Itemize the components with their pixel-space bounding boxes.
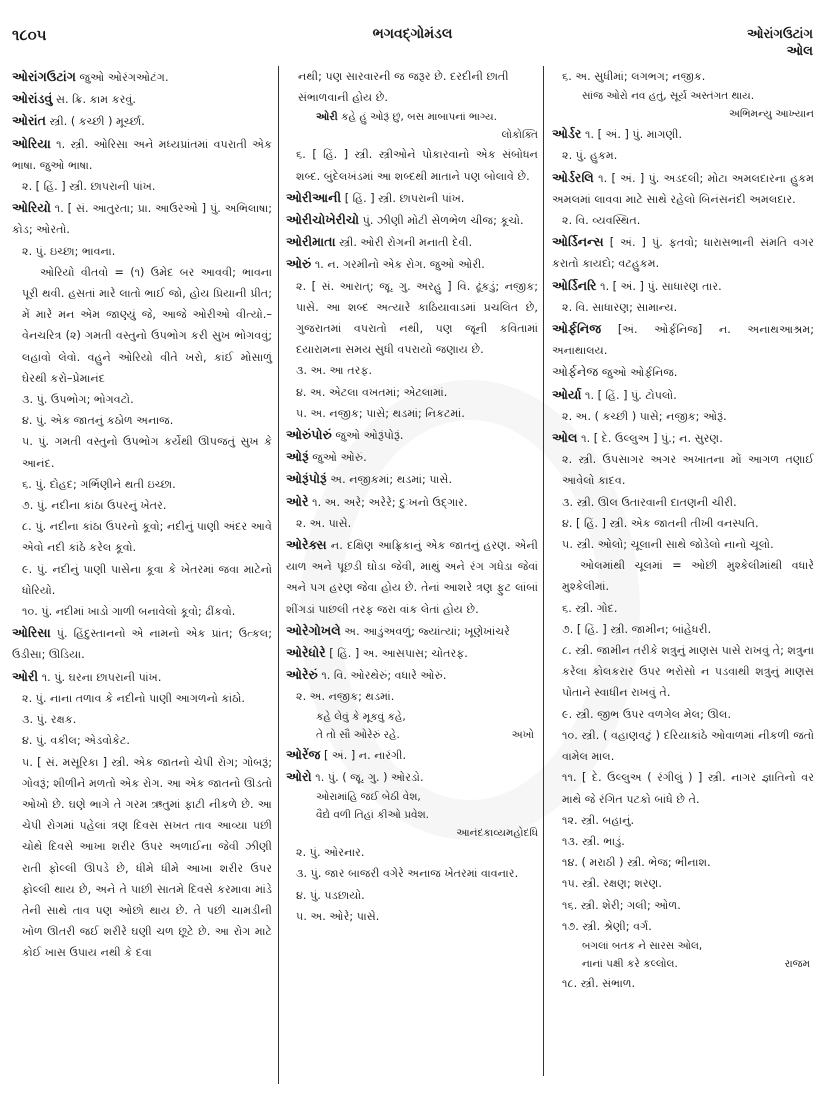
definition-text: જુઓ ઓર્ફનિજ. bbox=[598, 366, 678, 380]
dictionary-entry bbox=[286, 187, 538, 209]
dictionary-entry bbox=[286, 424, 538, 446]
sense-item: ૧૬. સ્ત્રી. શેરી; ગલી; ઓળ. bbox=[562, 898, 681, 912]
sense-item: ૨. વિ. સાધારણ; સામાન્ય. bbox=[562, 300, 678, 314]
dictionary-entry bbox=[12, 133, 272, 176]
example-verse bbox=[286, 708, 538, 744]
headword: ઓરુંપોરું bbox=[286, 427, 332, 443]
sense-item: ૫. સ્ત્રી. ઓલો; ચૂલાની સાથે જોડેલો નાનો ચૂલો. bbox=[562, 538, 774, 552]
sense-item: ૨. પું. હુકમ. bbox=[562, 149, 618, 163]
sense-item: ૪. પું. એક જાતનું કઠોળ અનાજ. bbox=[22, 414, 174, 428]
definition-text: સ. ક્રિ. કામ કરવું. bbox=[52, 93, 136, 107]
dictionary-entry bbox=[286, 468, 538, 490]
verse-line: નાનાં પક્ષી કરે કલ્લોલ. bbox=[582, 957, 678, 970]
headword: ઓરૂં bbox=[286, 449, 309, 465]
definition-text: [ અં. ] પું. ફતવો; ધારાસભાની સંમતિ વગર કરાતો કાયદો; વટહુકમ. bbox=[552, 236, 814, 271]
headword: ઓરાંગઉટાંગ bbox=[12, 69, 76, 84]
sense-item: ૨. [ સં. આરાત્; જૂ. ગુ. અરહુ ] વિ. ઢૂંકડું; નજીક; પાસે. આ શબ્દ અત્યારે કાઠિયાવાડમાં પ્રચલિત છે, ગુજરાતમાં વપરાતો નથી, પણ જૂની કવિતામાં દયારામના સમય સુધી વપરાયો જણાય છે. bbox=[296, 279, 538, 357]
sense-item: ૨. અ. પાસે. bbox=[296, 516, 352, 530]
sense-item: ૨. પું. ઇચ્છા; ભાવના. bbox=[22, 244, 116, 258]
quote-text: કહે હું ઓરૂં છું, બસ માબાપનાં ભાગ્ય. bbox=[337, 111, 497, 124]
dictionary-entry bbox=[286, 744, 538, 766]
guide-word-last: ઓલ bbox=[786, 44, 813, 59]
guide-word-first: ઓરાંગઉટાંગ bbox=[746, 27, 813, 42]
headword: ઓરિસા bbox=[12, 625, 51, 641]
headword: ઓર્ફનેજ bbox=[552, 364, 599, 380]
sense-item: ૫. અ. ઓરે; પાસે. bbox=[296, 909, 380, 923]
headword: ઓરેક્સ bbox=[286, 537, 327, 553]
dictionary-entry bbox=[286, 766, 538, 788]
headword: ઓરેગોખલે bbox=[286, 622, 341, 638]
sense-item: ૨. [ હિં. ] સ્ત્રી. છાપરાની પાંખ. bbox=[22, 180, 156, 194]
dictionary-entry bbox=[12, 666, 272, 688]
dictionary-entry bbox=[286, 209, 538, 231]
dictionary-entry bbox=[552, 384, 814, 406]
dictionary-entry bbox=[552, 231, 814, 274]
sense-item: ૨. સ્ત્રી. ઉપસાગર અગર અખાતના મોં આગળ તણાઈ આવેલો કાદવ. bbox=[562, 453, 814, 488]
definition-text: સ્ત્રી. ( કચ્છી ) મૂર્ચ્છા. bbox=[45, 115, 145, 129]
sense-item: ૬. અ. સુધીમાં; લગભગ; નજીક. bbox=[562, 70, 706, 83]
headword: ઓરે bbox=[286, 493, 309, 509]
definition-text: ૧. પું. ( જૂ. ગુ. ) ઓરડો. bbox=[311, 770, 424, 784]
definition-text: જુઓ ઓરૂંપોરૂં. bbox=[331, 429, 404, 443]
example-verse bbox=[552, 937, 814, 973]
dictionary-entry bbox=[286, 642, 538, 664]
sense-item: ૫. અ. નજીક; પાસે; થડમાં; નિકટમાં. bbox=[296, 406, 465, 420]
definition-text: ૧. [ હિં. ] પું. ટોપલો. bbox=[581, 388, 677, 402]
dictionary-entry bbox=[12, 622, 272, 665]
definition-text: સ્ત્રી. ઓરી રોગની મનાતી દેવી. bbox=[335, 236, 473, 250]
sense-item: ૧૦. પું. નદીમાં ખાડો ગાળી બનાવેલો કૂવો; ઢીંકવો. bbox=[22, 605, 236, 619]
example-verse: સાંજ ઓરો નવ હતું, સૂર્ય અસ્તંગત થાય. bbox=[582, 90, 755, 103]
headword: ઓરેરું bbox=[286, 667, 318, 683]
sense-item: ૧૮. સ્ત્રી. સંભાળ. bbox=[562, 976, 636, 990]
sense-item: ૩. પું. જાર બાજરી વગેરે અનાજ ખેતરમાં વાવનાર. bbox=[296, 867, 519, 881]
page-number: ૧૮૦૫ bbox=[12, 26, 47, 44]
dictionary-entry bbox=[552, 427, 814, 449]
sense-item: ૬. સ્ત્રી. ગોદ. bbox=[562, 601, 618, 615]
sense-item: ૧૦. સ્ત્રી. ( વહાણવટું ) દરિયાકાંઠે ઓવાળમાં નીકળી જતો વામેલ માલ. bbox=[562, 728, 814, 764]
sense-item: ૩. અ. આ તરફ. bbox=[296, 364, 373, 378]
sense-item: ૪. પું. પડછાયો. bbox=[296, 888, 365, 902]
sense-item: ૮. સ્ત્રી. જામીન તરીકે શત્રુનું માણસ પાસે રાખવું તે; શત્રુના કરેલા કોલકરાર ઉપર ભરોસો ન પડવાથી શત્રુનું માણસ પોતાને સ્વાધીન રાખવું તે. bbox=[562, 644, 814, 700]
sense-item: ૪. પું. વકીલ; એડવોકેટ. bbox=[22, 734, 130, 748]
sense-item: ૧૭. સ્ત્રી. શ્રેણી; વર્ગ. bbox=[562, 919, 652, 933]
dictionary-entry bbox=[552, 275, 814, 297]
sense-item: ૪. [ હિં. ] સ્ત્રી. એક જાતની તીખી વનસ્પતિ. bbox=[562, 516, 759, 530]
sense-item: ૨. અ. નજીક; થડમાં. bbox=[296, 690, 395, 704]
sense-item: ૭. પું. નદીના કાંઠા ઉપરનું ખેતર. bbox=[22, 499, 167, 513]
sense-item: ૨. પું. ઓરનાર. bbox=[296, 846, 365, 860]
headword: ઓરાંડવું bbox=[12, 91, 53, 107]
definition-text: ૧. [ અં. ] પું. સાધારણ તાર. bbox=[596, 279, 722, 293]
definition-text: [ હિં. ] સ્ત્રી. છાપરાની પાંખ. bbox=[341, 191, 465, 205]
dictionary-entry bbox=[286, 253, 538, 275]
sense-item: ૧૩. સ્ત્રી. ભાડું. bbox=[562, 834, 625, 848]
headword: ઓર્ફનિજ bbox=[552, 321, 602, 337]
idiom-paragraph: ઓલમાંથી ચૂલમાં = ઓછી મુશ્કેલીમાંથી વધારે મુશ્કેલીમાં. bbox=[562, 559, 814, 594]
definition-text: ૧. સ્ત્રી. ઓરિસા અને મધ્યપ્રાંતમાં વપરાતી એક ભાષા. જુઓ ભાષા. bbox=[12, 137, 272, 172]
headword: ઓર્યા bbox=[552, 386, 582, 402]
dictionary-entry bbox=[552, 318, 814, 361]
verse-line: બગલાં બતક ને સારસ ઓલ, bbox=[582, 939, 703, 952]
sense-item: ૬. પું. દોહદ; ગર્ભિણીને થતી ઇચ્છા. bbox=[22, 477, 176, 491]
definition-text: ૧. અ. અરે; અરેરે; દુઃખનો ઉદ્ગાર. bbox=[308, 495, 468, 509]
definition-text: અ. નજીકમાં; થડમાં; પાસે. bbox=[326, 473, 452, 487]
definition-text: જુઓ ઓરંગઓટંગ. bbox=[75, 71, 169, 84]
sense-item: ૧૫. સ્ત્રી. રક્ષણ; શરણ. bbox=[562, 877, 662, 891]
sense-item: ૬. [ હિં. ] સ્ત્રી. સ્ત્રીઓને પોકારવાનો એક સંબોધન શબ્દ. બુંદેલખંડમાં આ શબ્દથી માતાને પણ બોલાવે છે. bbox=[296, 148, 538, 183]
definition-text: [ અં. ] ન. નારંગી. bbox=[320, 748, 406, 762]
headword: ઓરીઆની bbox=[286, 189, 342, 205]
headword: ઓર્ડિનરિ bbox=[552, 277, 597, 293]
citation-source: લોકોક્તિ bbox=[501, 129, 538, 142]
definition-text: પું. હિંદુસ્તાનનો એ નામનો એક પ્રાંત; ઉત્કલ; ઉડીસા; ઊડિયા. bbox=[12, 627, 272, 662]
definition-text: પું. ઝીણી મોટી સેળભેળ ચીજ; કૂચો. bbox=[359, 214, 524, 228]
guide-words bbox=[747, 26, 813, 60]
definition-text: ૧. વિ. ઓરથેરું; વધારે ઓરું. bbox=[317, 669, 447, 683]
sense-item: ૧૨. સ્ત્રી. બહાનું. bbox=[562, 813, 635, 827]
dictionary-entry bbox=[286, 446, 538, 468]
headword: ઓરીચોખેરીચો bbox=[286, 212, 360, 228]
headword: ઓરેધોરે bbox=[286, 645, 326, 661]
verse-line: તે તો સૌ ઓરેરું રહે. bbox=[316, 728, 400, 741]
dictionary-entry bbox=[286, 620, 538, 642]
sense-item: ૪. અ. એટલા વખતમાં; એટલામાં. bbox=[296, 385, 448, 399]
definition-text: ૧. [ અં. ] પું. માગણી. bbox=[581, 128, 683, 142]
headword: ઓરાંત bbox=[12, 113, 46, 129]
headword: ઓર્ડર bbox=[552, 126, 582, 142]
headword: ઓરેંજ bbox=[286, 746, 321, 762]
sense-item: ૨. પું. નાના તળાવ કે નદીનો પાણી આગળનો કાંઠો. bbox=[22, 691, 245, 705]
dictionary-entry bbox=[552, 361, 814, 383]
sense-item: ૧૧. [ દે. ઉલ્લુઅ ( રંગીલું ) ] સ્ત્રી. નાગર જ્ઞાતિનો વર માથે જે રંગિત પટકો બાંધે છે તે. bbox=[562, 771, 814, 806]
verse-line: ઓરામાંહિ જઈ બેઠી વેશ, bbox=[316, 791, 421, 804]
example-quote bbox=[286, 108, 538, 126]
verse-line: કહે લેવું કે મૂકવું કહે, bbox=[316, 710, 406, 723]
sense-item: ૮. પું. નદીના કાંઠા ઉપરનો કૂવો; નદીનું પાણી અંદર આવે એવો નદી કાંઠે કરેલ કૂવો. bbox=[22, 520, 272, 555]
sense-item: ૯. પું. નદીનું પાણી પાસેના કૂવા કે ખેતરમાં જવા માટેનો ધોરિયો. bbox=[22, 562, 272, 597]
column-divider bbox=[278, 66, 279, 1084]
definition-text: જુઓ ઓરું. bbox=[308, 451, 367, 465]
page-header bbox=[0, 26, 825, 66]
definition-text: ૧. [ દે. ઉલ્લુઅ ] પું.; ન. સુરણ. bbox=[577, 432, 723, 446]
sense-item: ૫. [ સં. મસૂરિકા ] સ્ત્રી. એક જાતનો ચેપી રોગ; ગોબરૂં; ગોવરૂં; શીળીને મળતો એક રોગ. આ એક જાતનો ઊડતો ઓખો છે. ઘણે ભાગે તે ગરમ ઋતુમાં ફાટી નીકળે છે. આ ચેપી રોગમાં પહેલાં ત્રણ દિવસ સખત તાવ આવ્યા પછી ચોથે દિવસે આખા શરીર ઉપર અળાઈના જેવી ઝીણી રાતી ફોલ્લી ઊપડે છે, ધીમે ધીમે આખા શરીર ઉપર ફોલ્લી થાય છે, અને તે પાછી સાતમે દિવસે કરમાવા માંડે તેની સાથે તાવ પણ ઓછો થાય છે. તે પછી ચામડીની ખોળ ઊતરી જઈ શરીરે ઘણી ચળ છૂટે છે. આ રોગ માટે કોઈ ખાસ ઉપાય નથી કે દવા bbox=[22, 755, 272, 960]
dictionary-entry bbox=[286, 231, 538, 253]
dictionary-entry bbox=[286, 534, 538, 620]
citation-source: અભિમન્યુ આખ્યાન bbox=[728, 108, 814, 121]
verse-line: વૈદ્યે વળી તિહાં કીઓ પ્રવેશ. bbox=[316, 809, 430, 822]
dictionary-entry bbox=[12, 66, 272, 88]
dictionary-column-left bbox=[12, 66, 272, 964]
citation-source: અખો bbox=[511, 728, 534, 741]
headword: ઓરિયો bbox=[12, 200, 51, 216]
headword: ઓરી bbox=[12, 668, 39, 684]
sense-item: ૨. અ. ( કચ્છી ) પાસે; નજીક; ઓરૂં. bbox=[562, 409, 727, 423]
dictionary-entry bbox=[286, 664, 538, 686]
dictionary-column-middle bbox=[286, 66, 538, 927]
dictionary-entry bbox=[552, 123, 814, 145]
headword: ઓર્ડરલિ bbox=[552, 169, 594, 185]
headword: ઓર્ડિનન્સ bbox=[552, 234, 604, 250]
citation-source: રાજમ bbox=[784, 957, 810, 970]
dictionary-entry bbox=[12, 88, 272, 110]
definition-text: [ હિં. ] અ. આસપાસ; ચોતરફ. bbox=[325, 647, 468, 661]
headword: ઓરીમાતા bbox=[286, 234, 336, 250]
example-verse bbox=[286, 788, 538, 824]
definition-text: ન. દક્ષિણ આફ્રિકાનું એક જાતનું હરણ. એની યાળ અને પૂછડી ઘોડા જેવી, માથું અને રંગ ગધેડા જેવાં અને પગ હરણ જેવા હોય છે. તેનાં આશરે ત્રણ ફુટ લાંબાં શીંગડાં પાછલી તરફ જરા વાંક લેતાં હોય છે. bbox=[286, 539, 538, 616]
definition-text: અ. આડુંઅવળું; જ્યાંત્યાં; ખૂણેખાંચરે bbox=[340, 624, 510, 638]
dictionary-entry bbox=[552, 167, 814, 210]
definition-text: ૧. પું. ઘરના છાપરાની પાંખ. bbox=[38, 670, 162, 684]
continued-text: નથી; પણ સારવારની જ જરૂર છે. દરદીની છાતી સંભાળવાની હોય છે. bbox=[298, 70, 509, 105]
definition-text: [અં. ઓર્ફનિજ] ન. અનાથઆશ્રમ; અનાથાલય. bbox=[552, 323, 814, 358]
sense-item: ૭. [ હિં. ] સ્ત્રી. જામીન; બાંહેધરી. bbox=[562, 622, 712, 636]
headword: ઓરૂંપોરૂં bbox=[286, 471, 327, 487]
sense-item: ૫. પું. ગમતી વસ્તુનો ઉપભોગ કર્યેથી ઊપજતું સુખ કે આનંદ. bbox=[22, 435, 272, 470]
column-divider bbox=[543, 66, 544, 1076]
sense-item: ૨. વિ. વ્યવસ્થિત. bbox=[562, 214, 641, 228]
citation-source: આનંદકાવ્યમહોદધિ bbox=[456, 827, 538, 840]
headword: ઓરો bbox=[286, 768, 312, 784]
sense-item: ૧૪. ( મરાઠી ) સ્ત્રી. ભેજ; ભીનાશ. bbox=[562, 856, 711, 870]
sense-item: ૯. સ્ત્રી. જીભ ઉપર વળગેલ મેલ; ઊલ. bbox=[562, 707, 732, 721]
sense-item: ૩. પું. રક્ષક. bbox=[22, 713, 77, 727]
dictionary-entry bbox=[286, 491, 538, 513]
definition-text: ૧. [ સં. આતુરતા; પ્રા. આઉરઓ ] પું. અભિલાષા; કોડ; ઓરતો. bbox=[12, 202, 272, 237]
quote-keyword: ઓરી bbox=[316, 111, 338, 124]
dictionary-entry bbox=[12, 197, 272, 240]
idiom-paragraph: ઓરિયો વીતવો = (૧) ઉમેદ બર આવવી; ભાવના પૂરી થવી. હસતાં મારે લાતો ભાઈ જો, હોય પ્રિયાની પ્રીત; મેં મારે મન એમ જાણ્યું જે, આજે ઓરીઓ વીત્યો.–વેનચરિત્ર (૨) ગમતી વસ્તુનો ઉપભોગ કરી સુખ ભોગવવું; લહાવો લેવો. વહુને ઓરિયો વીતે ખરો, કાંઈ મોસાળું ઘેરથી કરો–પ્રેમાનંદ bbox=[22, 265, 272, 385]
headword: ઓરું bbox=[286, 256, 312, 272]
headword: ઓલ bbox=[552, 430, 578, 446]
sense-item: ૩. પું. ઉપભોગ; ભોગવટો. bbox=[22, 393, 134, 407]
dictionary-column-right bbox=[552, 66, 814, 994]
headword: ઓરિયા bbox=[12, 135, 51, 151]
definition-text: ૧. ન. ગરમીનો એક રોગ. જુઓ ઓરી. bbox=[311, 258, 485, 272]
dictionary-entry bbox=[12, 110, 272, 132]
running-title: ભગવદ્ગોમંડલ bbox=[372, 26, 453, 42]
sense-item: ૩. સ્ત્રી. ઊલ ઉતારવાની દાતણની ચીરી. bbox=[562, 495, 737, 509]
definition-text: ૧. [ અં. ] પું. અડદલી; મોટા અમલદારના હુકમ અમલમાં લાવવા માટે સાથે રહેલો બિનંસનંદી અમલદાર. bbox=[552, 171, 814, 206]
